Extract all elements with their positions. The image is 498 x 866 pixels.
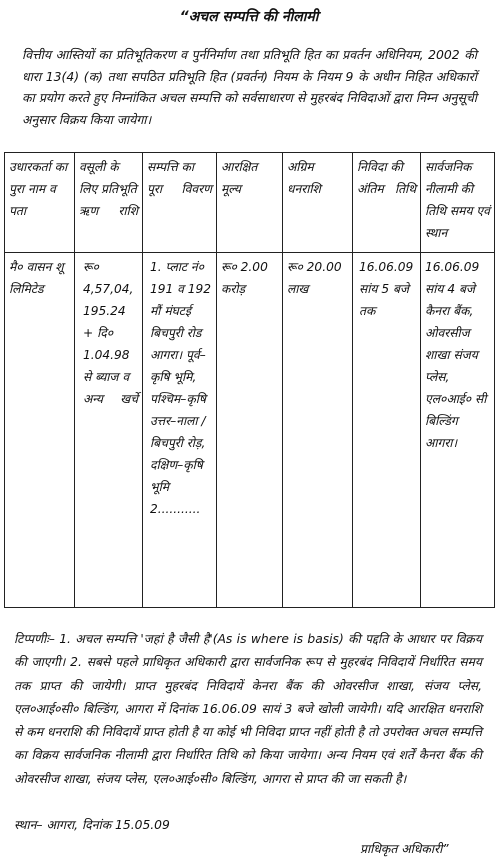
cell-property: 1. प्लाट नं० 191 व 192 मौं मंघटई बिचपुरी रोड आगरा। पूर्व–कृषि भूमि, पश्चिम–कृषि उत्तर–नाला /बिचपुरी रोड़, दक्षिण–कृषि भूमि 2........... [143, 253, 217, 608]
cell-reserve-price: रू० 2.00 करोड़ [217, 253, 283, 608]
table-row [5, 253, 495, 608]
header-amount: वसूली के लिए प्रतिभूति ऋण राशि [75, 153, 143, 253]
header-auction-details: सार्वजनिक नीलामी की तिथि समय एवं स्थान [421, 153, 495, 253]
auction-schedule-table [4, 152, 495, 608]
header-tender-date: निविदा की अंतिम तिथि [353, 153, 421, 253]
intro-paragraph: वित्तीय आस्तियों का प्रतिभूतिकरण व पुर्ननिर्माण तथा प्रतिभूति हित का प्रवर्तन अधिनियम, 2002 की धारा 13(4) (क) तथा सपठित प्रतिभूति हित (प्रवर्तन) नियम के नियम 9 के अधीन निहित अधिकारों का प्रयोग करते हुए निम्नांकित अचल सम्पत्ति को सर्वसाधारण से मुहरबंद निविदाओं द्वारा निम्न अनुसूची अनुसार विक्रय किया जायेगा। [22, 47, 477, 127]
table-header-row [5, 153, 495, 253]
cell-amount: रू० 4,57,04, 195.24 + दि० 1.04.98 से ब्याज व अन्य खर्चे [75, 253, 143, 608]
header-borrower: उधारकर्ता का पुरा नाम व पता [5, 153, 75, 253]
header-earnest-money: अग्रिम धनराशि [283, 153, 353, 253]
notice-title: “अचल सम्पत्ति की नीलामी [179, 9, 319, 25]
footnote-paragraph: टिप्पणीः– 1. अचल सम्पत्ति 'जहां है जैसी है'(As is where is basis) की पद्दति के आधार पर विक्रय की जाएगी। 2. सबसे पहले प्राधिकृत अधिकारी द्वारा सार्वजनिक रूप से मुहरबंद निविदायें निर्धारित समय तक प्राप्त की जायेगी। प्राप्त मुहरबंद निविदायें केनरा बैंक की ओवरसीज शाखा, संजय प्लेस, एल०आई०सी० बिल्डिंग, आगरा में दिनांक 16.06.09 सायं 3 बजे खोली जायेगी। यदि आरक्षित धनराशि से कम धनराशि की निविदायें प्राप्त होती है या कोई भी निविदा प्राप्त नहीं होती है तो उपरोक्त अचल सम्पत्ति का विक्रय सार्वजनिक नीलामी द्वारा निर्धारित तिथि को किया जायेगा। अन्य नियम एवं शर्तें कैनरा बैंक की ओवरसीज शाखा, संजय प्लेस, एल०आई०सी० बिल्डिंग, आगरा से प्राप्त की जा सकती है। [14, 632, 482, 786]
place-date: स्थान– आगरा, दिनांक 15.05.09 [14, 818, 170, 832]
cell-tender-date: 16.06.09 सांय 5 बजे तक [353, 253, 421, 608]
header-property: सम्पत्ति का पूरा विवरण [143, 153, 217, 253]
authorized-officer-signature: प्राधिकृत अधिकारी” [360, 842, 449, 856]
cell-earnest-money: रू० 20.00 लाख [283, 253, 353, 608]
cell-borrower: मै० वासन शू लिमिटेड [5, 253, 75, 608]
cell-auction-details: 16.06.09 सांय 4 बजे कैनरा बैंक, ओवरसीज शाखा संजय प्लेस, एल०आई० सी बिल्डिंग आगरा। [421, 253, 495, 608]
header-reserve-price: आरक्षित मूल्य [217, 153, 283, 253]
